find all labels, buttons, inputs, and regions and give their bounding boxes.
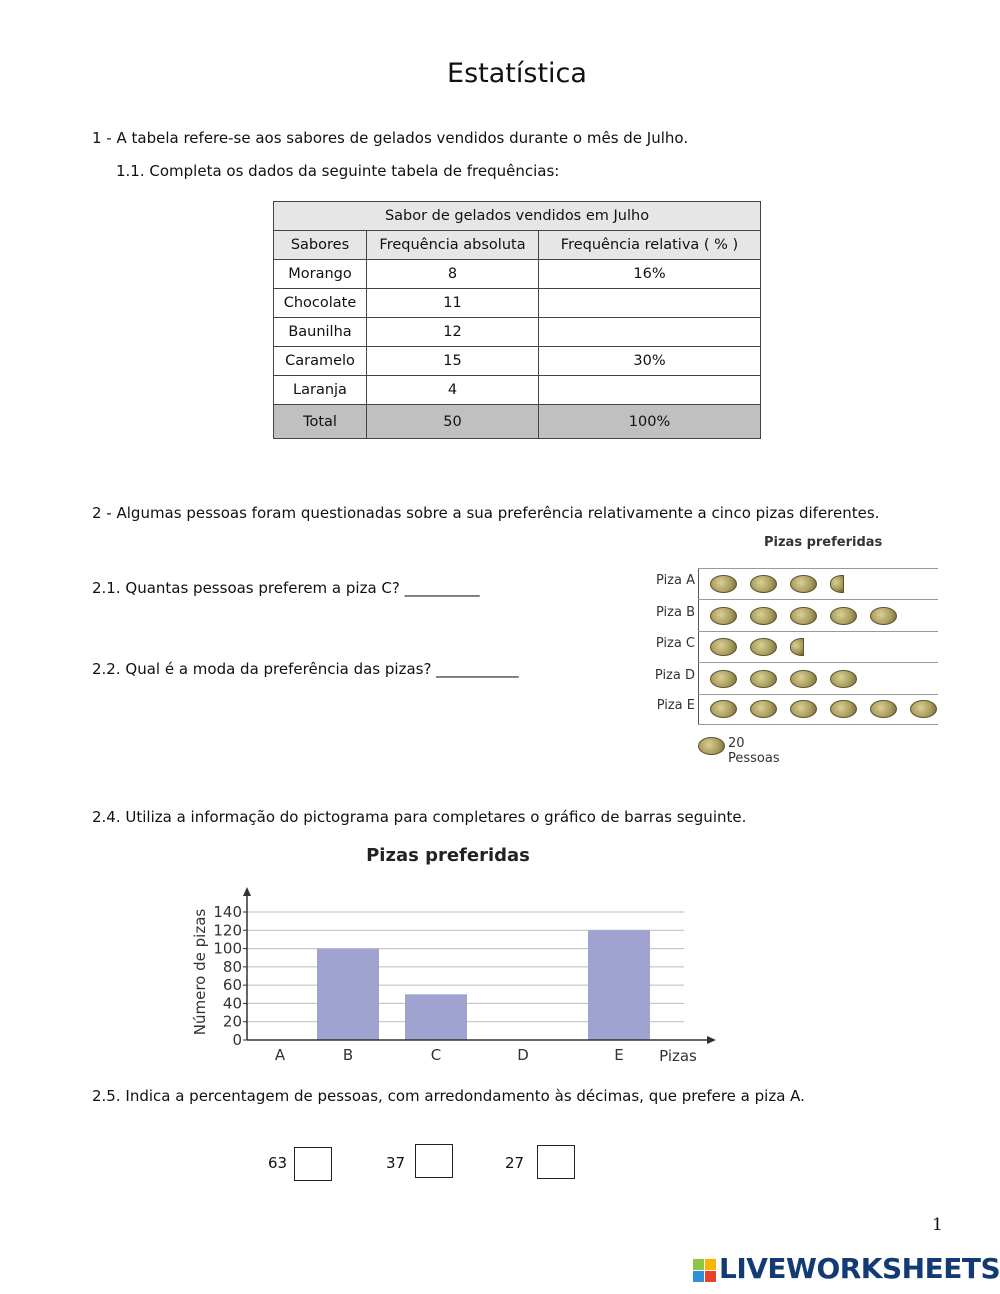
pictogram-row-label: Piza A <box>656 573 695 588</box>
x-tick-label: C <box>430 1046 442 1064</box>
worksheet-page: Estatística 1 - A tabela refere-se aos sabores de gelados vendidos durante o mês de Julho. 1.1. Completa os dados da seguinte tabela de frequências: Sabor de gelados vendidos em Julho Sabores Frequência absoluta Frequência relativa ( % ) Morango 8 16% Chocolate 11 Baunilha 12 Caramelo 15 30% Laranja 4 Total 50 100% 2 - Algumas pessoas foram questionadas sobre a sua preferência relativamente a cinco pizas diferentes. 2.1. Quantas pessoas preferem a piza C? __________ 2.2. Qual é a moda da preferência das pizas? ___________ Pizas preferidas Piza A Piza B Piza C Piza D Piza E 20 Pessoas 2.4. Utiliza a informação do pictograma para completares o gráfico de barras seguinte. Pizas preferidas 0 20 40 60 80 100 120 140 A B C D E Pizas Número de pizas 2.5. Indica a percentagem de pessoas, com arredondamento às décimas, que prefere a piza A. 63 37 27 1 LIVEWORKSHEETS <box>0 0 1000 1294</box>
x-tick-label: B <box>342 1046 354 1064</box>
bar-C <box>405 994 467 1040</box>
y-tick-label: 40 <box>222 994 242 1013</box>
option-label: 63 <box>268 1154 288 1172</box>
brand-logo: LIVEWORKSHEETS <box>719 1252 1000 1285</box>
y-tick-label: 140 <box>213 903 242 921</box>
cell: 8 <box>367 260 539 289</box>
y-tick-label: 120 <box>213 921 242 940</box>
question-2-2: 2.2. Qual é a moda da preferência das pizas? ___________ <box>92 660 519 678</box>
x-axis-arrow-icon <box>707 1036 716 1044</box>
y-axis-arrow-icon <box>243 887 251 896</box>
page-number: 1 <box>932 1215 943 1235</box>
pictogram-row-label: Piza D <box>654 668 695 683</box>
chart-title: Pizas preferidas <box>366 845 530 866</box>
cell: 30% <box>539 347 761 376</box>
question-1: 1 - A tabela refere-se aos sabores de gelados vendidos durante o mês de Julho. <box>92 129 689 147</box>
cell: 15 <box>367 347 539 376</box>
question-2-4: 2.4. Utiliza a informação do pictograma para completares o gráfico de barras seguinte. <box>92 808 747 826</box>
cell: 12 <box>367 318 539 347</box>
question-2-1: 2.1. Quantas pessoas preferem a piza C? __________ <box>92 579 480 597</box>
pictogram-row-label: Piza B <box>655 605 695 620</box>
cell: 11 <box>367 289 539 318</box>
x-axis-label: Pizas <box>659 1047 697 1065</box>
cell: Caramelo <box>274 347 367 376</box>
y-tick-label: 80 <box>222 957 242 976</box>
cell: 16% <box>539 260 761 289</box>
cell: 100% <box>539 405 761 439</box>
y-tick-label: 0 <box>232 1031 242 1049</box>
liveworksheets-logo-icon <box>693 1259 717 1283</box>
page-title: Estatística <box>447 58 587 89</box>
col-header: Frequência absoluta <box>367 231 539 260</box>
col-header: Sabores <box>274 231 367 260</box>
cell: 50 <box>367 405 539 439</box>
x-tick-label: D <box>517 1046 529 1064</box>
y-tick-label: 60 <box>222 976 242 995</box>
pictogram-row-label: Piza C <box>655 636 695 651</box>
y-tick-label: 100 <box>213 939 242 958</box>
y-tick-label: 20 <box>222 1012 242 1031</box>
question-2-5: 2.5. Indica a percentagem de pessoas, com arredondamento às décimas, que prefere a piza A. <box>92 1087 805 1105</box>
question-2: 2 - Algumas pessoas foram questionadas sobre a sua preferência relativamente a cinco pizas diferentes. <box>92 504 880 522</box>
bar-B <box>317 949 379 1040</box>
cell: Total <box>274 405 367 439</box>
question-1-1: 1.1. Completa os dados da seguinte tabela de frequências: <box>116 162 560 180</box>
option-label: 37 <box>386 1154 406 1172</box>
cell: Laranja <box>274 376 367 405</box>
option-checkbox[interactable] <box>294 1147 332 1181</box>
table-caption: Sabor de gelados vendidos em Julho <box>274 202 761 231</box>
col-header: Frequência relativa ( % ) <box>539 231 761 260</box>
pictogram-row-label: Piza E <box>656 698 695 713</box>
option-checkbox[interactable] <box>415 1144 453 1178</box>
cell: Chocolate <box>274 289 367 318</box>
bar-E <box>588 930 650 1040</box>
cell: Morango <box>274 260 367 289</box>
cell: 4 <box>367 376 539 405</box>
y-axis-label: Número de pizas <box>191 908 209 1036</box>
option-label: 27 <box>505 1154 525 1172</box>
x-tick-label: A <box>274 1046 286 1064</box>
cell: Baunilha <box>274 318 367 347</box>
pictogram-title: Pizas preferidas <box>764 535 883 550</box>
option-checkbox[interactable] <box>537 1145 575 1179</box>
x-tick-label: E <box>614 1046 624 1064</box>
